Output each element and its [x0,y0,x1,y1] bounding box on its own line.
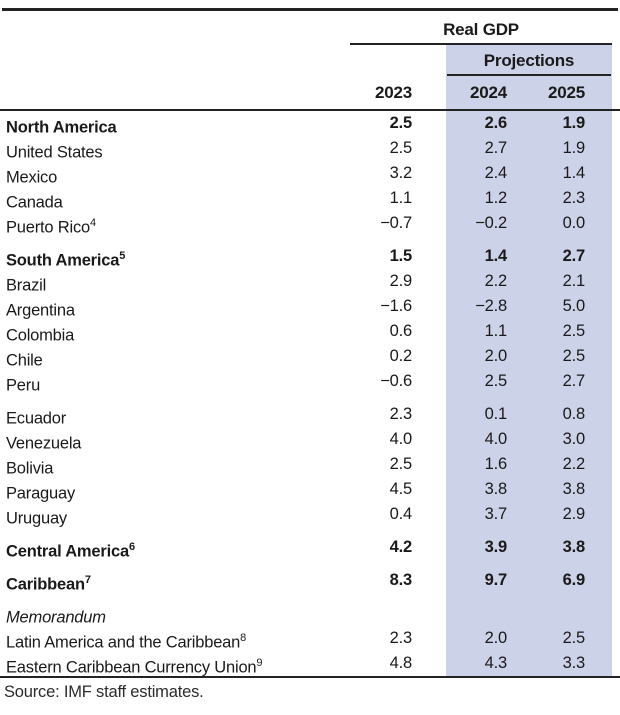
table-row [0,369,620,394]
value-2023: 2.5 [389,114,412,132]
footnote-marker: 9 [256,657,263,669]
value-2024: 2.5 [484,372,507,390]
value-2025: 2.1 [562,272,585,290]
row-label: North America [6,118,117,137]
footnote-marker: 4 [90,217,97,229]
value-2024: 3.8 [484,480,507,498]
footnote-marker: 8 [240,632,247,644]
row-label: Latin America and the Caribbean$^8$ [6,632,247,652]
row-label: Central America$^6$ [6,541,136,561]
value-2025: 1.9 [562,114,585,132]
value-2024: 1.2 [484,189,507,207]
table-header [0,0,620,111]
row-label: Ecuador [6,409,67,428]
value-2023: 4.8 [389,654,412,672]
table-row [0,269,620,294]
table-row [0,344,620,369]
value-2025: 3.8 [562,480,585,498]
value-2024: 4.3 [484,654,507,672]
row-label: Colombia [6,326,75,345]
value-2024: 2.0 [484,629,507,647]
value-2023: 4.2 [389,538,412,556]
table-row [0,452,620,477]
value-2023: 8.3 [389,571,412,589]
table-row [0,136,620,161]
row-label: South America$^5$ [6,250,126,270]
row-label: United States [6,143,103,162]
table-row [0,161,620,186]
value-2025: 2.3 [562,189,585,207]
value-2025: 2.9 [562,505,585,523]
value-2025: 1.9 [562,139,585,157]
value-2023: 2.5 [389,139,412,157]
value-2023: 1.1 [389,189,412,207]
value-2023: 0.2 [389,347,412,365]
value-2024: 2.0 [484,347,507,365]
value-2024: 0.1 [484,405,507,423]
row-label: Paraguay [6,484,76,503]
value-2023: −0.6 [380,372,412,390]
table-row [0,535,620,560]
table-row [0,477,620,502]
value-2023: 0.4 [389,505,412,523]
value-2025: 2.2 [562,455,585,473]
value-2025: 1.4 [562,164,585,182]
table-row [0,211,620,236]
value-2023: 2.3 [389,405,412,423]
row-label: Mexico [6,168,58,187]
projections-header: Projections [447,48,611,76]
value-2023: 1.5 [389,247,412,265]
value-2024: 2.6 [484,114,507,132]
value-2025: 3.3 [562,654,585,672]
table-row [0,111,620,136]
right-margin-spacer [585,535,620,565]
value-2024: 2.2 [484,272,507,290]
row-label: Memorandum [6,608,106,627]
value-2023: 2.3 [389,629,412,647]
table-row [0,319,620,344]
header-bottom-rule [0,109,620,112]
source-note: Source: IMF staff estimates. [0,676,620,702]
row-label: Eastern Caribbean Currency Union$^9$ [6,657,263,677]
row-label: Bolivia [6,459,54,478]
column-headers [0,79,620,106]
column-header-2024: 2024 [469,83,507,102]
top-rule [2,8,618,11]
value-2025: 0.8 [562,405,585,423]
right-margin-spacer [585,79,620,106]
value-2023: 4.5 [389,480,412,498]
value-2024: 2.7 [484,139,507,157]
value-2025: 5.0 [562,297,585,315]
value-2024: 2.4 [484,164,507,182]
value-2024: 3.7 [484,505,507,523]
value-2025: 2.7 [562,247,585,265]
right-margin-spacer [585,568,620,598]
table-row [0,626,620,651]
value-2024: 1.6 [484,455,507,473]
footnote-marker: 7 [84,574,92,586]
row-label: Chile [6,351,43,370]
value-2023: 4.0 [389,430,412,448]
value-2025: 2.7 [562,372,585,390]
table-row [0,294,620,319]
right-margin-spacer [585,369,620,399]
table-row [0,427,620,452]
value-2024: 9.7 [484,571,507,589]
row-label: Canada [6,193,63,212]
column-header-2025: 2025 [547,83,585,102]
value-2024: −2.8 [475,297,507,315]
row-label: Caribbean$^7$ [6,574,92,594]
right-margin-spacer [585,651,620,681]
value-2025: 6.9 [562,571,585,589]
table-row [0,568,620,593]
value-2025: 2.5 [562,629,585,647]
table-row [0,402,620,427]
group-header-real-gdp: Real GDP [350,16,612,45]
value-2025: 2.5 [562,322,585,340]
value-2025: 3.8 [562,538,585,556]
value-2023: 2.5 [389,455,412,473]
row-label: Peru [6,376,41,395]
table-row [0,601,620,626]
value-2025: 0.0 [562,214,585,232]
value-2025: 3.0 [562,430,585,448]
row-label: Uruguay [6,509,67,528]
value-2023: −0.7 [380,214,412,232]
right-margin-spacer [585,211,620,241]
row-label: Argentina [6,301,75,320]
table-row [0,186,620,211]
table-row [0,651,620,676]
row-label: Puerto Rico$^4$ [6,217,97,237]
table-body [0,111,620,676]
value-2024: 3.9 [484,538,507,556]
value-2023: 2.9 [389,272,412,290]
value-2024: 4.0 [484,430,507,448]
column-header-2023: 2023 [374,83,412,102]
label-column-spacer [0,79,352,106]
footnote-marker: 6 [128,541,136,553]
value-2024: 1.4 [484,247,507,265]
value-2023: 3.2 [389,164,412,182]
row-label: Brazil [6,276,47,295]
value-2025: 2.5 [562,347,585,365]
table-row [0,244,620,269]
value-2024: −0.2 [475,214,507,232]
value-2024: 1.1 [484,322,507,340]
table-row [0,502,620,527]
value-2023: 0.6 [389,322,412,340]
right-margin-spacer [585,502,620,532]
footnote-marker: 5 [119,250,126,262]
value-2023: −1.6 [380,297,412,315]
row-label: Venezuela [6,434,82,453]
